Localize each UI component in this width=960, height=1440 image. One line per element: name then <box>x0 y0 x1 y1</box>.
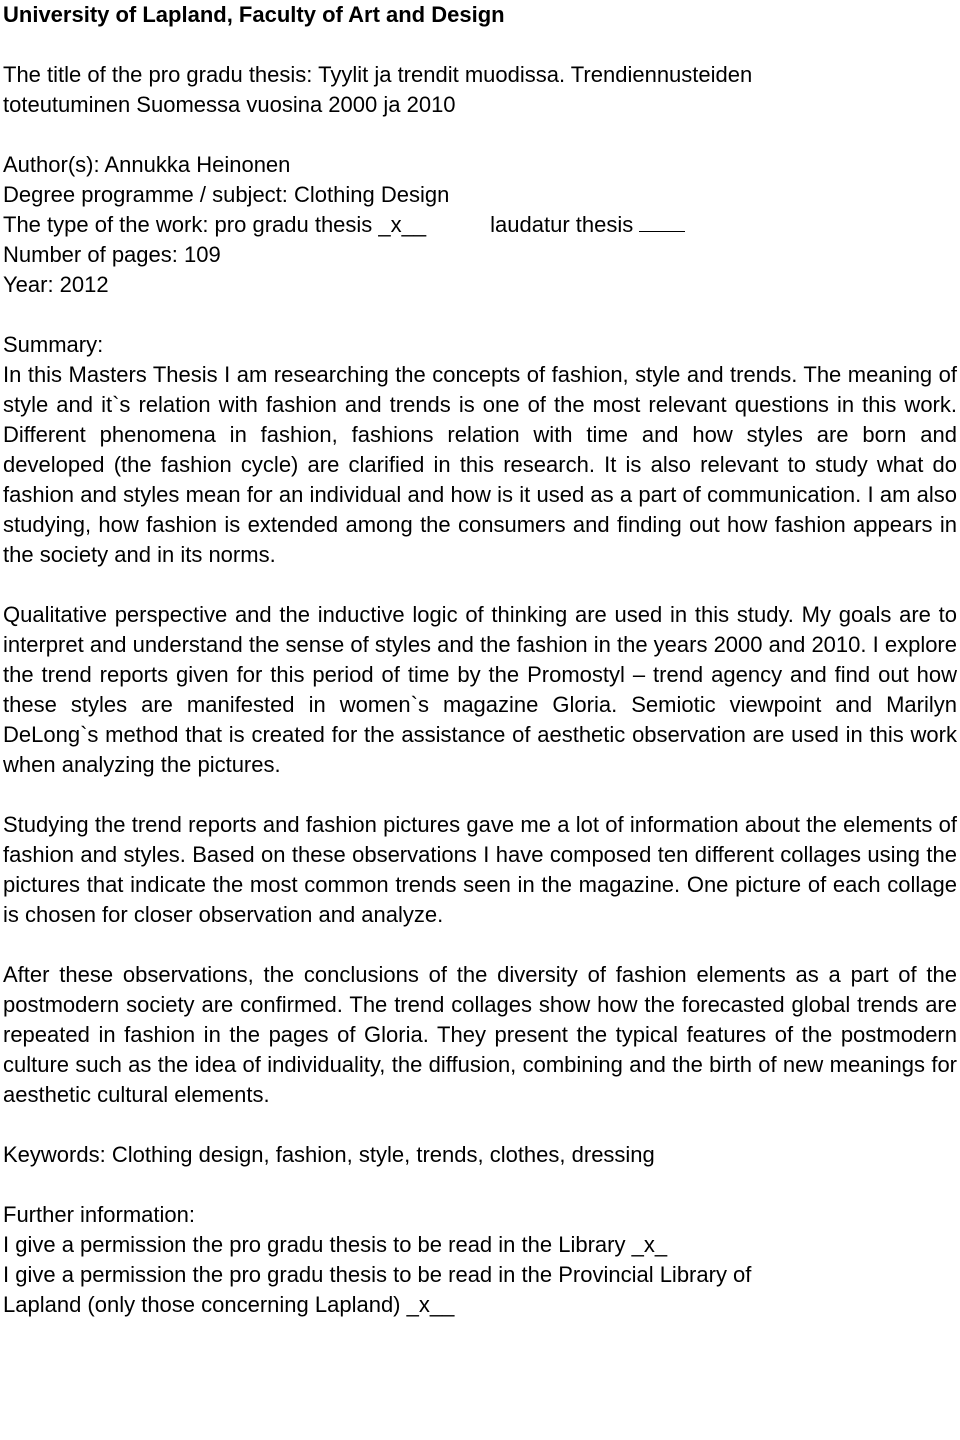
institution-heading: University of Lapland, Faculty of Art and Design <box>3 2 505 27</box>
pages-line: Number of pages: 109 <box>3 242 221 267</box>
spacer <box>3 1110 957 1140</box>
library-permission-text: I give a permission the pro gradu thesis to be read in the Library <box>3 1232 632 1257</box>
author-line: Author(s): Annukka Heinonen <box>3 152 291 177</box>
year-line: Year: 2012 <box>3 272 109 297</box>
thesis-title-line-2: toteutuminen Suomessa vuosina 2000 ja 2010 <box>3 92 456 117</box>
lapland-permission-line <box>3 1290 957 1320</box>
spacer <box>3 30 957 60</box>
keywords-line: Keywords: Clothing design, fashion, style, trends, clothes, dressing <box>3 1142 655 1167</box>
spacer <box>3 1170 957 1200</box>
work-type-mark: _x__ <box>378 212 427 237</box>
work-type-label: The type of the work: pro gradu thesis <box>3 212 379 237</box>
summary-section <box>3 330 957 1110</box>
spacer <box>3 930 957 960</box>
laudatur-label: laudatur thesis <box>490 212 634 237</box>
summary-paragraph-2: Qualitative perspective and the inductive logic of thinking are used in this study. My goals are to interpret and understand the sense of styles and the fashion in the years 2000 and 2010. I explore the trend reports given for this period of time by the Promostyl – trend agency and find out how these styles are manifested in women`s magazine Gloria. Semiotic viewpoint and Marilyn DeLong`s method that is created for the assistance of aesthetic observation are used in this work when analyzing the pictures. <box>3 602 957 777</box>
laudatur-blank-line <box>639 213 685 232</box>
lapland-permission-mark: _x__ <box>406 1292 455 1317</box>
spacer <box>3 570 957 600</box>
document-page <box>3 0 957 1320</box>
summary-paragraph-3: Studying the trend reports and fashion pictures gave me a lot of information about the elements of fashion and styles. Based on these observations I have composed ten different collages using the pictures that indicate the most common trends seen in the magazine. One picture of each collage is chosen for closer observation and analyze. <box>3 812 957 927</box>
lapland-permission-text: Lapland (only those concerning Lapland) <box>3 1292 407 1317</box>
spacer <box>3 120 957 150</box>
thesis-title-line-1: The title of the pro gradu thesis: Tyylit ja trendit muodissa. Trendiennusteiden <box>3 62 753 87</box>
spacer <box>3 300 957 330</box>
summary-paragraph-1: In this Masters Thesis I am researching the concepts of fashion, style and trends. The meaning of style and it`s relation with fashion and trends is one of the most relevant questions in this work. Different phenomena in fashion, fashions relation with time and how styles are born and developed (the fashion cycle) are clarified in this research. It is also relevant to study what do fashion and styles mean for an individual and how is it used as a part of communication. I am also studying, how fashion is extended among the consumers and finding out how fashion appears in the society and in its norms. <box>3 362 957 567</box>
further-information-heading: Further information: <box>3 1202 195 1227</box>
spacer <box>3 780 957 810</box>
thesis-metadata <box>3 60 957 300</box>
provincial-library-permission-line: I give a permission the pro gradu thesis to be read in the Provincial Library of <box>3 1262 752 1287</box>
degree-line: Degree programme / subject: Clothing Design <box>3 182 450 207</box>
further-information-section <box>3 1200 957 1320</box>
library-permission-mark: _x_ <box>631 1232 668 1257</box>
work-type-line <box>3 210 957 240</box>
summary-heading: Summary: <box>3 332 104 357</box>
library-permission-line <box>3 1230 957 1260</box>
summary-paragraph-4: After these observations, the conclusions of the diversity of fashion elements as a part of the postmodern society are confirmed. The trend collages show how the forecasted global trends are repeated in fashion in the pages of Gloria. They present the typical features of the postmodern culture such as the idea of individuality, the diffusion, combining and the birth of new meanings for aesthetic cultural elements. <box>3 962 957 1107</box>
